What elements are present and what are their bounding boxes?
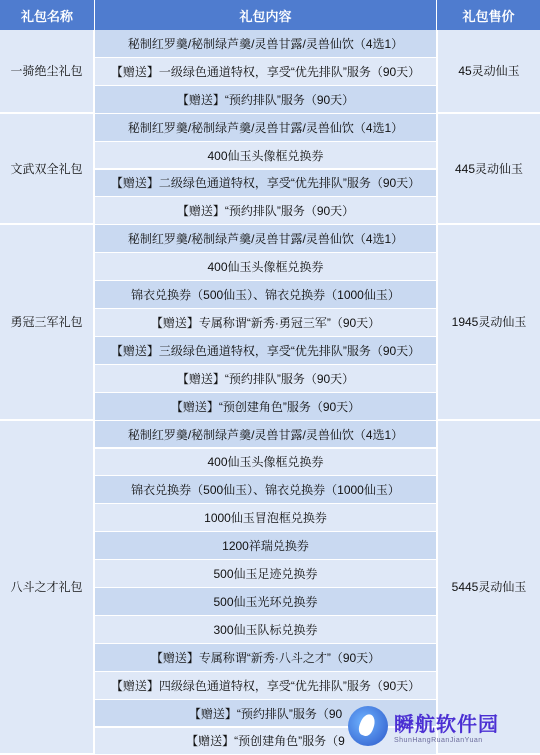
package-item: 秘制红罗羹/秘制绿芦羹/灵兽甘露/灵兽仙饮（4选1）: [95, 421, 436, 449]
package-item: 秘制红罗羹/秘制绿芦羹/灵兽甘露/灵兽仙饮（4选1）: [95, 225, 436, 253]
package-item: 500仙玉光环兑换券: [95, 588, 436, 616]
package-item: 400仙玉头像框兑换券: [95, 449, 436, 477]
package-item: 【赠送】一级绿色通道特权，享受“优先排队”服务（90天）: [95, 58, 436, 86]
package-item: 400仙玉头像框兑换券: [95, 142, 436, 170]
package-item: 【赠送】“预创建角色”服务（9: [95, 728, 436, 755]
package-item: 【赠送】“预约排队”服务（90: [95, 700, 436, 728]
header-package-price: 礼包售价: [437, 0, 540, 30]
site-watermark: [348, 702, 536, 750]
package-item: 500仙玉足迹兑换券: [95, 560, 436, 588]
package-item: 【赠送】专属称谓“新秀·八斗之才”（90天）: [95, 644, 436, 672]
package-item: 锦衣兑换券（500仙玉）、锦衣兑换券（1000仙玉）: [95, 281, 436, 309]
package-item: 【赠送】“预约排队”服务（90天）: [95, 365, 436, 393]
package-price: 45灵动仙玉: [437, 30, 540, 114]
package-item: 【赠送】“预创建角色”服务（90天）: [95, 393, 436, 421]
package-name: 一骑绝尘礼包: [0, 30, 94, 114]
watermark-subtitle: ShunHangRuanJianYuan: [394, 737, 499, 744]
package-item: 【赠送】“预约排队”服务（90天）: [95, 86, 436, 114]
package-name: 勇冠三军礼包: [0, 225, 94, 420]
package-item: 300仙玉队标兑换券: [95, 616, 436, 644]
package-item: 【赠送】二级绿色通道特权，享受“优先排队”服务（90天）: [95, 170, 436, 198]
header-package-name: 礼包名称: [0, 0, 95, 30]
package-price: 445灵动仙玉: [437, 114, 540, 226]
header-package-content: 礼包内容: [95, 0, 437, 30]
package-name: 八斗之才礼包: [0, 421, 94, 755]
package-item: 【赠送】四级绿色通道特权，享受“优先排队”服务（90天）: [95, 672, 436, 700]
package-item: 1200祥瑞兑换券: [95, 532, 436, 560]
package-item: 400仙玉头像框兑换券: [95, 253, 436, 281]
package-price: 1945灵动仙玉: [437, 225, 540, 420]
package-item: 秘制红罗羹/秘制绿芦羹/灵兽甘露/灵兽仙饮（4选1）: [95, 114, 436, 142]
package-name: 文武双全礼包: [0, 114, 94, 226]
watermark-logo-icon: [348, 706, 388, 746]
package-price: 5445灵动仙玉: [437, 421, 540, 755]
package-item: 秘制红罗羹/秘制绿芦羹/灵兽甘露/灵兽仙饮（4选1）: [95, 30, 436, 58]
watermark-title: 瞬航软件园: [394, 708, 499, 737]
package-item: 【赠送】三级绿色通道特权，享受“优先排队”服务（90天）: [95, 337, 436, 365]
package-item: 【赠送】“预约排队”服务（90天）: [95, 197, 436, 225]
package-item: 1000仙玉冒泡框兑换券: [95, 504, 436, 532]
package-item: 锦衣兑换券（500仙玉）、锦衣兑换券（1000仙玉）: [95, 476, 436, 504]
package-item: 【赠送】专属称谓“新秀·勇冠三军”（90天）: [95, 309, 436, 337]
